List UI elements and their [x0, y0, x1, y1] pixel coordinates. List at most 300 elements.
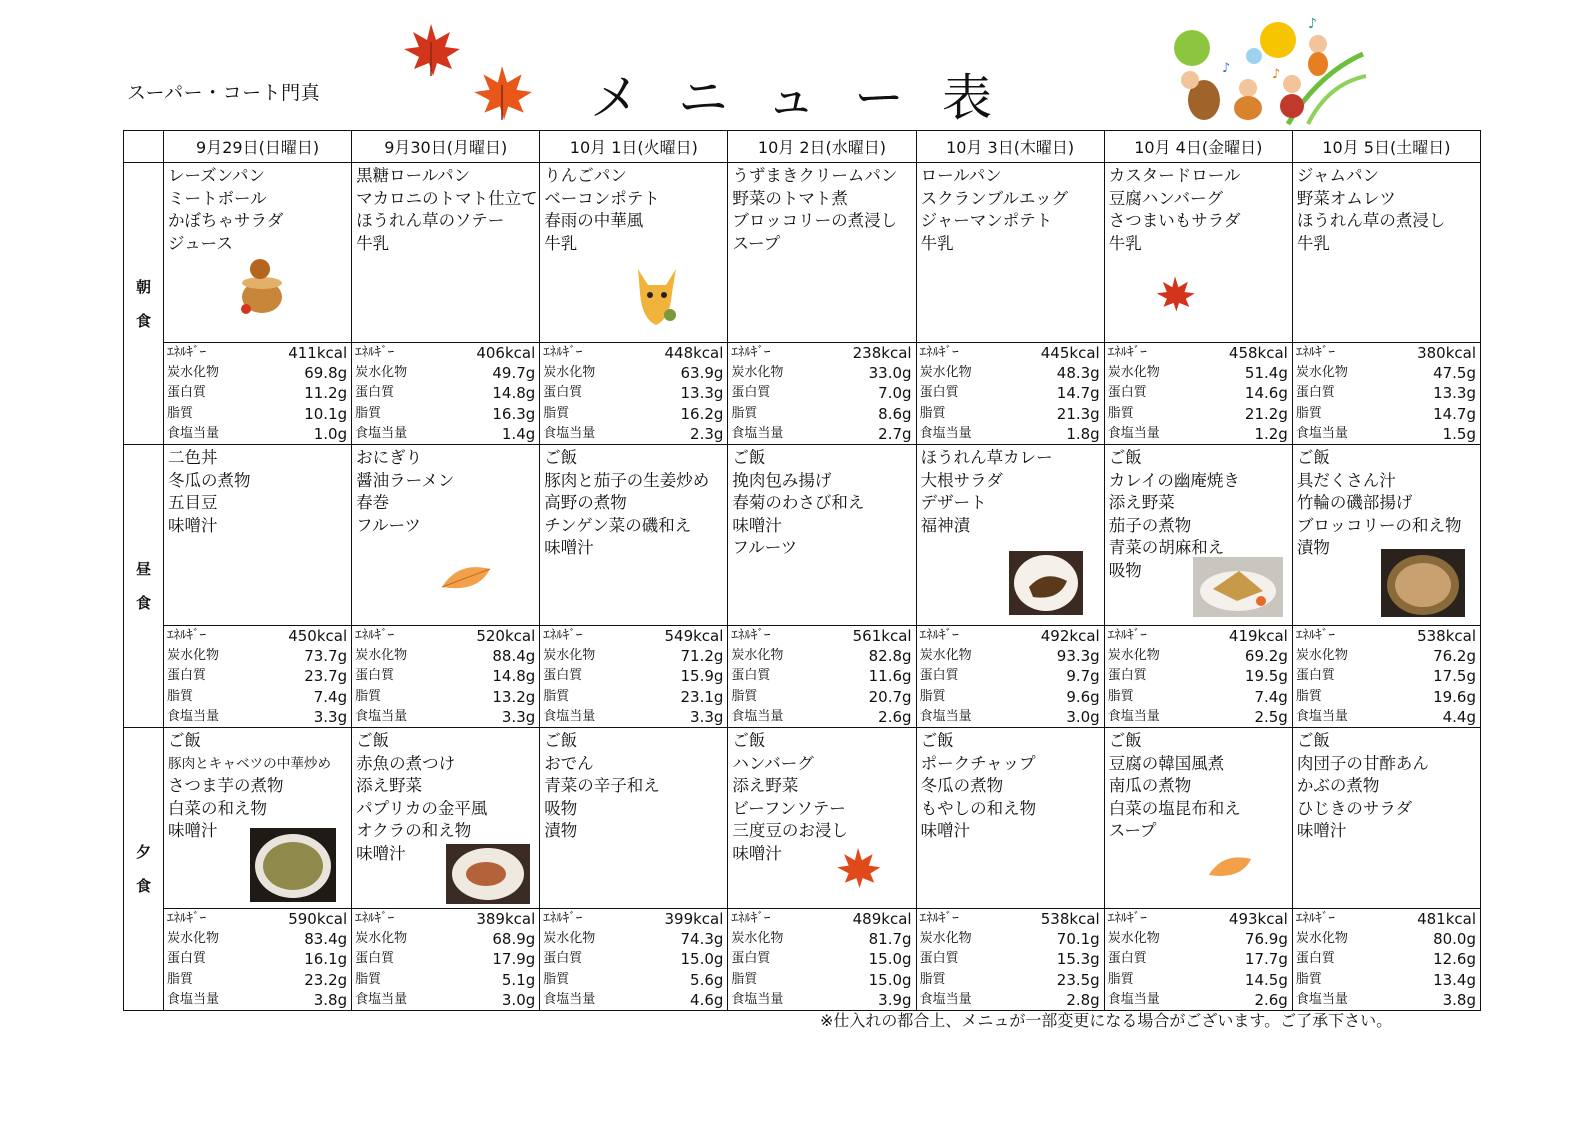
- nutrition-line: [352, 707, 539, 727]
- dish-item: カレイの幽庵焼き: [1108, 470, 1240, 490]
- dish-item: スープ: [732, 233, 781, 253]
- nutrient-label: 蛋白質: [1107, 668, 1147, 684]
- nutrient-label: 蛋白質: [919, 668, 959, 684]
- nutrition-line: [1105, 970, 1292, 990]
- nutrient-label: 脂質: [731, 971, 758, 987]
- nutrient-value: 1.5g: [1442, 424, 1476, 443]
- nutrition-line: [164, 707, 351, 727]
- nutrient-label: 蛋白質: [919, 951, 959, 967]
- nutrient-value: 16.1g: [304, 950, 348, 969]
- nutrient-label: 蛋白質: [543, 951, 583, 967]
- dish-cell: [352, 728, 540, 909]
- nutrient-label: ｴﾈﾙｷﾞｰ: [1107, 345, 1147, 360]
- nutrient-value: 17.9g: [492, 950, 536, 969]
- nutrition-line: [728, 687, 915, 707]
- nutrient-label: 炭水化物: [919, 365, 972, 381]
- nutrient-value: 9.7g: [1066, 667, 1100, 686]
- nutrient-label: 炭水化物: [1295, 931, 1348, 947]
- nutrition-line: [728, 404, 915, 424]
- nutrient-label: 食塩当量: [731, 708, 784, 724]
- dish-item: ほうれん草のソテー: [356, 211, 505, 231]
- nutrition-line: [352, 970, 539, 990]
- lunch-nutrition-row: [124, 626, 1481, 728]
- nutrient-label: 炭水化物: [1107, 648, 1160, 664]
- nutrition-line: [540, 687, 727, 707]
- nutrient-label: 蛋白質: [731, 385, 771, 401]
- dish-item: ハンバーグ: [732, 753, 814, 773]
- nutrition-line: [540, 404, 727, 424]
- nutrition-line: [164, 687, 351, 707]
- nutrition-line: [540, 343, 727, 363]
- nutrition-line: [728, 383, 915, 403]
- dish-item: ジャムパン: [1296, 166, 1380, 185]
- dish-item: 牛乳: [920, 233, 954, 253]
- nutrient-label: 食塩当量: [355, 991, 408, 1007]
- nutrition-line: [917, 929, 1104, 949]
- nutrition-line: [1105, 626, 1292, 646]
- dish-item: フルーツ: [732, 538, 798, 558]
- nutrition-line: [352, 383, 539, 403]
- dish-item: マカロニのトマト仕立て: [356, 188, 538, 208]
- nutrition-line: [728, 363, 915, 383]
- nutrient-label: 脂質: [1295, 971, 1322, 987]
- dish-item: ご飯: [168, 731, 201, 751]
- dish-item: ベーコンポテト: [544, 188, 660, 208]
- nutrient-value: 83.4g: [304, 930, 348, 949]
- nutrient-label: 食塩当量: [919, 425, 972, 441]
- nutrition-cell: [1104, 343, 1292, 445]
- dish-cell: [916, 163, 1104, 343]
- fish-photo-icon: [446, 844, 530, 908]
- dish-item: スープ: [1108, 821, 1157, 841]
- nutrient-label: 脂質: [355, 688, 382, 704]
- nutrient-label: 蛋白質: [167, 385, 207, 401]
- dish-item: 牛乳: [544, 233, 578, 253]
- nutrition-line: [352, 949, 539, 969]
- dish-item: かぼちゃサラダ: [168, 211, 284, 231]
- nutrition-line: [352, 626, 539, 646]
- dish-item: 南瓜の煮物: [1108, 776, 1192, 796]
- dish-cell: [1104, 728, 1292, 909]
- maple-leaf-icon: [834, 846, 882, 894]
- nutrition-line: [1105, 646, 1292, 666]
- nutrition-cell: [1104, 626, 1292, 728]
- nutrition-line: [917, 626, 1104, 646]
- dish-item: ご飯: [544, 448, 578, 468]
- fish-photo-icon: [1193, 557, 1283, 621]
- nutrient-label: 食塩当量: [1107, 708, 1160, 724]
- nutrition-cell: [352, 909, 540, 1011]
- nutrient-value: 1.8g: [1066, 424, 1100, 443]
- day-header: 10月 1日(火曜日): [540, 131, 728, 163]
- dish-cell: [540, 163, 728, 343]
- nutrition-line: [1293, 626, 1480, 646]
- nutrition-line: [728, 626, 915, 646]
- nutrient-value: 7.4g: [313, 687, 348, 706]
- nutrient-value: 15.0g: [680, 950, 724, 969]
- insect-band-illustration-icon: [1168, 14, 1368, 126]
- dish-item: 漬物: [1296, 538, 1330, 558]
- dish-item: ご飯: [920, 731, 954, 751]
- nutrition-line: [1293, 383, 1480, 403]
- nutrition-line: [917, 404, 1104, 424]
- dish-item: 野菜オムレツ: [1296, 188, 1396, 208]
- dish-item: おにぎり: [356, 448, 423, 468]
- nutrient-label: 脂質: [167, 971, 194, 987]
- nutrition-line: [728, 949, 915, 969]
- dinner-label: [124, 728, 164, 1011]
- dish-item: 茄子の煮物: [1108, 515, 1192, 535]
- dish-item: 豚肉とキャベツの中華炒め: [168, 755, 332, 772]
- dinner-nutrition-row: [124, 909, 1481, 1011]
- dish-item: ご飯: [544, 731, 578, 751]
- nutrient-label: 脂質: [543, 971, 570, 987]
- nutrient-label: 蛋白質: [1295, 385, 1335, 401]
- dish-item: 漬物: [544, 821, 578, 841]
- nutrient-label: 脂質: [1295, 405, 1322, 421]
- nutrient-value: 445kcal: [1040, 344, 1100, 362]
- nutrient-label: 脂質: [167, 688, 194, 704]
- nutrient-label: 脂質: [543, 405, 570, 421]
- dish-cell: [540, 728, 728, 909]
- nutrient-value: 406kcal: [476, 344, 536, 362]
- nutrient-value: 590kcal: [288, 910, 348, 929]
- dish-item: 味噌汁: [1296, 821, 1347, 841]
- nutrient-label: 食塩当量: [355, 425, 408, 441]
- nutrient-label: 食塩当量: [167, 425, 220, 441]
- dish-item: 味噌汁: [168, 515, 218, 535]
- nutrition-cell: [728, 626, 916, 728]
- nutrition-line: [164, 626, 351, 646]
- nutrient-value: 17.7g: [1244, 950, 1288, 969]
- nutrient-label: 蛋白質: [355, 668, 395, 684]
- nutrient-value: 23.5g: [1056, 970, 1100, 989]
- dish-cell: [164, 728, 352, 909]
- nutrient-label: 脂質: [919, 688, 946, 704]
- nutrient-value: 16.2g: [680, 404, 724, 423]
- meal-label-text: 朝食: [135, 277, 151, 330]
- breakfast-nutrition-row: [124, 343, 1481, 445]
- nutrient-value: 14.7g: [1433, 404, 1476, 423]
- nutrition-line: [1293, 687, 1480, 707]
- dish-item: 吸物: [1108, 560, 1142, 580]
- nutrient-value: 481kcal: [1417, 910, 1476, 929]
- day-header: 10月 4日(金曜日): [1104, 131, 1292, 163]
- dish-cell: [540, 445, 728, 626]
- nutrient-label: ｴﾈﾙｷﾞｰ: [1107, 628, 1147, 644]
- corner-cell: [124, 131, 164, 163]
- nutrient-label: 脂質: [731, 405, 758, 421]
- dish-item: ほうれん草カレー: [920, 448, 1053, 468]
- soup-photo-icon: [1381, 549, 1465, 621]
- nutrient-label: ｴﾈﾙｷﾞｰ: [167, 911, 206, 927]
- nutrient-value: 9.6g: [1066, 687, 1100, 706]
- dish-item: 吸物: [544, 798, 578, 818]
- nutrient-value: 13.4g: [1433, 970, 1476, 989]
- nutrient-value: 3.3g: [313, 707, 348, 726]
- nutrient-label: 蛋白質: [543, 668, 583, 684]
- dish-item: 豚肉と茄子の生姜炒め: [544, 470, 710, 490]
- nutrient-value: 1.2g: [1254, 424, 1288, 443]
- nutrient-label: 食塩当量: [167, 708, 220, 724]
- nutrient-label: 食塩当量: [1295, 425, 1348, 441]
- nutrient-value: 1.4g: [501, 424, 536, 443]
- footer-note: ※仕入れの都合上、メニュが一部変更になる場合がございます。ご了承下さい。: [820, 1011, 1393, 1030]
- ginkgo-leaf-icon: [438, 561, 494, 599]
- nutrient-value: 2.6g: [878, 707, 912, 726]
- squirrel-stump-icon: [234, 247, 290, 321]
- nutrient-label: 蛋白質: [1295, 951, 1335, 967]
- dish-cell: [164, 445, 352, 626]
- ginkgo-leaf-icon: [1205, 852, 1255, 886]
- nutrition-line: [540, 707, 727, 727]
- nutrient-value: 10.1g: [304, 404, 348, 423]
- stirfry-photo-icon: [250, 828, 336, 906]
- nutrient-value: 14.8g: [492, 384, 536, 403]
- nutrition-cell: [728, 343, 916, 445]
- dish-cell: [728, 163, 916, 343]
- nutrition-line: [1105, 424, 1292, 444]
- nutrition-line: [1105, 666, 1292, 686]
- nutrient-value: 492kcal: [1040, 627, 1100, 646]
- nutrient-label: ｴﾈﾙｷﾞｰ: [731, 628, 771, 644]
- nutrient-value: 14.8g: [492, 667, 536, 686]
- nutrient-value: 70.1g: [1056, 930, 1100, 949]
- nutrient-label: 食塩当量: [731, 425, 784, 441]
- nutrient-value: 3.0g: [1066, 707, 1100, 726]
- nutrition-line: [728, 970, 915, 990]
- nutrition-cell: [352, 626, 540, 728]
- nutrient-value: 63.9g: [680, 364, 724, 383]
- nutrient-value: 11.6g: [868, 667, 912, 686]
- nutrient-value: 3.3g: [501, 707, 536, 726]
- nutrition-line: [728, 343, 915, 363]
- nutrition-line: [540, 626, 727, 646]
- nutrient-value: 411kcal: [288, 344, 348, 362]
- nutrient-label: 炭水化物: [543, 931, 596, 947]
- nutrient-label: 蛋白質: [731, 668, 771, 684]
- lunch-label: [124, 445, 164, 728]
- dish-item: 味噌汁: [732, 515, 782, 535]
- nutrient-value: 93.3g: [1056, 647, 1100, 666]
- nutrition-line: [1105, 929, 1292, 949]
- dish-cell: [1292, 163, 1480, 343]
- svg-text:♪: ♪: [1272, 67, 1281, 82]
- nutrient-label: ｴﾈﾙｷﾞｰ: [167, 345, 206, 360]
- nutrient-value: 7.4g: [1254, 687, 1288, 706]
- nutrition-line: [540, 646, 727, 666]
- nutrition-cell: [164, 909, 352, 1011]
- nutrient-value: 4.6g: [690, 990, 724, 1009]
- nutrient-label: 食塩当量: [543, 708, 596, 724]
- nutrient-label: 炭水化物: [919, 648, 972, 664]
- nutrient-value: 489kcal: [852, 910, 912, 929]
- nutrient-value: 11.2g: [304, 384, 348, 403]
- day-header: 10月 5日(土曜日): [1292, 131, 1480, 163]
- nutrient-value: 73.7g: [304, 647, 348, 666]
- nutrient-value: 51.4g: [1244, 364, 1288, 383]
- nutrient-label: 蛋白質: [543, 385, 583, 401]
- lunch-dishes-row: [124, 445, 1481, 626]
- nutrient-label: 炭水化物: [543, 648, 596, 664]
- nutrition-line: [1105, 949, 1292, 969]
- nutrition-line: [1105, 383, 1292, 403]
- nutrient-label: 食塩当量: [543, 991, 596, 1007]
- nutrient-label: ｴﾈﾙｷﾞｰ: [731, 911, 771, 927]
- nutrient-value: 49.7g: [492, 364, 536, 383]
- dish-item: もやしの和え物: [920, 798, 1037, 818]
- nutrient-value: 17.5g: [1433, 667, 1476, 686]
- day-header: 10月 2日(水曜日): [728, 131, 916, 163]
- dish-item: 福神漬: [920, 515, 971, 535]
- nutrition-line: [917, 383, 1104, 403]
- nutrient-value: 71.2g: [680, 647, 724, 666]
- dish-item: りんごパン: [544, 166, 627, 185]
- nutrient-value: 3.3g: [690, 707, 724, 726]
- nutrition-cell: [1292, 626, 1480, 728]
- svg-text:♪: ♪: [1222, 61, 1231, 76]
- nutrient-label: 蛋白質: [167, 668, 207, 684]
- nutrient-label: 炭水化物: [1295, 648, 1348, 664]
- nutrient-value: 13.3g: [1433, 384, 1476, 403]
- nutrient-label: ｴﾈﾙｷﾞｰ: [543, 345, 583, 360]
- nutrient-label: 炭水化物: [167, 648, 220, 664]
- nutrition-line: [917, 687, 1104, 707]
- nutrition-line: [1105, 707, 1292, 727]
- dish-item: レーズンパン: [168, 166, 266, 185]
- nutrient-value: 2.3g: [690, 424, 724, 443]
- nutrient-value: 399kcal: [664, 910, 724, 929]
- nutrient-label: 蛋白質: [919, 385, 959, 401]
- dish-item: 春巻: [356, 493, 390, 513]
- nutrient-label: 脂質: [1107, 405, 1134, 421]
- nutrition-cell: [164, 343, 352, 445]
- nutrient-value: 12.6g: [1433, 950, 1476, 969]
- nutrition-line: [164, 949, 351, 969]
- nutrient-value: 21.3g: [1056, 404, 1100, 423]
- nutrient-value: 1.0g: [313, 424, 348, 443]
- nutrient-label: 食塩当量: [1107, 425, 1160, 441]
- nutrient-value: 82.8g: [868, 647, 912, 666]
- nutrient-value: 493kcal: [1228, 910, 1288, 929]
- dish-item: 豆腐ハンバーグ: [1108, 188, 1224, 208]
- nutrient-value: 20.7g: [868, 687, 912, 706]
- nutrition-line: [352, 646, 539, 666]
- nutrition-line: [1293, 929, 1480, 949]
- nutrient-value: 458kcal: [1228, 344, 1288, 362]
- dish-item: 醤油ラーメン: [356, 470, 455, 490]
- nutrition-line: [164, 990, 351, 1010]
- dish-item: 具だくさん汁: [1296, 470, 1396, 490]
- dish-cell: [1292, 445, 1480, 626]
- dish-item: 白菜の和え物: [168, 798, 267, 818]
- dish-item: 野菜のトマト煮: [732, 188, 848, 208]
- nutrient-label: 脂質: [543, 688, 570, 704]
- dish-cell: [1292, 728, 1480, 909]
- nutrient-value: 450kcal: [288, 627, 348, 646]
- nutrition-line: [1105, 363, 1292, 383]
- dish-item: 牛乳: [356, 233, 390, 253]
- dish-item: 肉団子の甘酢あん: [1296, 753, 1429, 773]
- dish-item: 味噌汁: [356, 844, 406, 863]
- nutrition-line: [1293, 909, 1480, 929]
- nutrient-label: 炭水化物: [731, 365, 784, 381]
- dish-cell: [1104, 163, 1292, 343]
- nutrition-line: [540, 929, 727, 949]
- nutrition-line: [352, 343, 539, 363]
- maple-leaf-icon: [400, 22, 462, 78]
- nutrition-line: [352, 909, 539, 929]
- dish-item: 青菜の胡麻和え: [1108, 538, 1225, 558]
- nutrient-value: 5.6g: [690, 970, 724, 989]
- dish-item: 大根サラダ: [920, 470, 1003, 490]
- nutrient-value: 15.0g: [868, 950, 912, 969]
- nutrition-line: [1293, 404, 1480, 424]
- dish-item: 味噌汁: [732, 844, 782, 863]
- nutrient-value: 80.0g: [1433, 930, 1476, 949]
- nutrient-value: 7.0g: [878, 384, 912, 403]
- dish-item: 青菜の辛子和え: [544, 776, 660, 796]
- nutrient-value: 88.4g: [492, 647, 536, 666]
- nutrition-line: [917, 707, 1104, 727]
- nutrient-label: ｴﾈﾙｷﾞｰ: [543, 911, 583, 927]
- nutrition-cell: [916, 909, 1104, 1011]
- nutrition-line: [1293, 363, 1480, 383]
- nutrient-label: 食塩当量: [731, 991, 784, 1007]
- nutrition-line: [1293, 424, 1480, 444]
- nutrition-line: [1293, 343, 1480, 363]
- nutrient-value: 561kcal: [852, 627, 912, 646]
- dish-cell: [916, 728, 1104, 909]
- meal-label-text: 夕食: [135, 843, 151, 896]
- nutrient-value: 76.2g: [1433, 647, 1476, 666]
- nutrient-value: 14.6g: [1244, 384, 1288, 403]
- nutrition-line: [540, 990, 727, 1010]
- nutrient-label: ｴﾈﾙｷﾞｰ: [355, 628, 395, 644]
- nutrient-value: 13.3g: [680, 384, 724, 403]
- nutrient-label: 炭水化物: [731, 931, 784, 947]
- nutrient-value: 238kcal: [852, 344, 912, 362]
- nutrient-value: 4.4g: [1442, 707, 1476, 726]
- svg-text:♪: ♪: [1308, 16, 1317, 32]
- nutrition-line: [164, 929, 351, 949]
- nutrition-line: [164, 666, 351, 686]
- dish-item: チンゲン菜の磯和え: [544, 515, 692, 535]
- nutrient-label: 炭水化物: [919, 931, 972, 947]
- nutrient-label: 食塩当量: [543, 425, 596, 441]
- day-header-row: [124, 131, 1481, 163]
- nutrient-label: ｴﾈﾙｷﾞｰ: [543, 628, 583, 644]
- nutrient-value: 81.7g: [868, 930, 912, 949]
- nutrient-label: 食塩当量: [1295, 708, 1348, 724]
- nutrition-line: [540, 909, 727, 929]
- dish-item: ご飯: [732, 448, 766, 468]
- nutrition-line: [1293, 970, 1480, 990]
- nutrient-label: ｴﾈﾙｷﾞｰ: [355, 911, 395, 927]
- curry-photo-icon: [1009, 551, 1083, 619]
- dish-item: オクラの和え物: [356, 821, 472, 841]
- nutrient-label: 蛋白質: [167, 951, 207, 967]
- nutrition-line: [540, 666, 727, 686]
- dinner-dishes-row: [124, 728, 1481, 909]
- nutrition-cell: [1292, 909, 1480, 1011]
- nutrient-label: 脂質: [1107, 688, 1134, 704]
- nutrient-value: 2.8g: [1066, 990, 1100, 1009]
- nutrition-line: [352, 424, 539, 444]
- dish-item: さつま芋の煮物: [168, 776, 284, 796]
- nutrient-value: 48.3g: [1056, 364, 1100, 383]
- dish-item: ミートボール: [168, 188, 267, 208]
